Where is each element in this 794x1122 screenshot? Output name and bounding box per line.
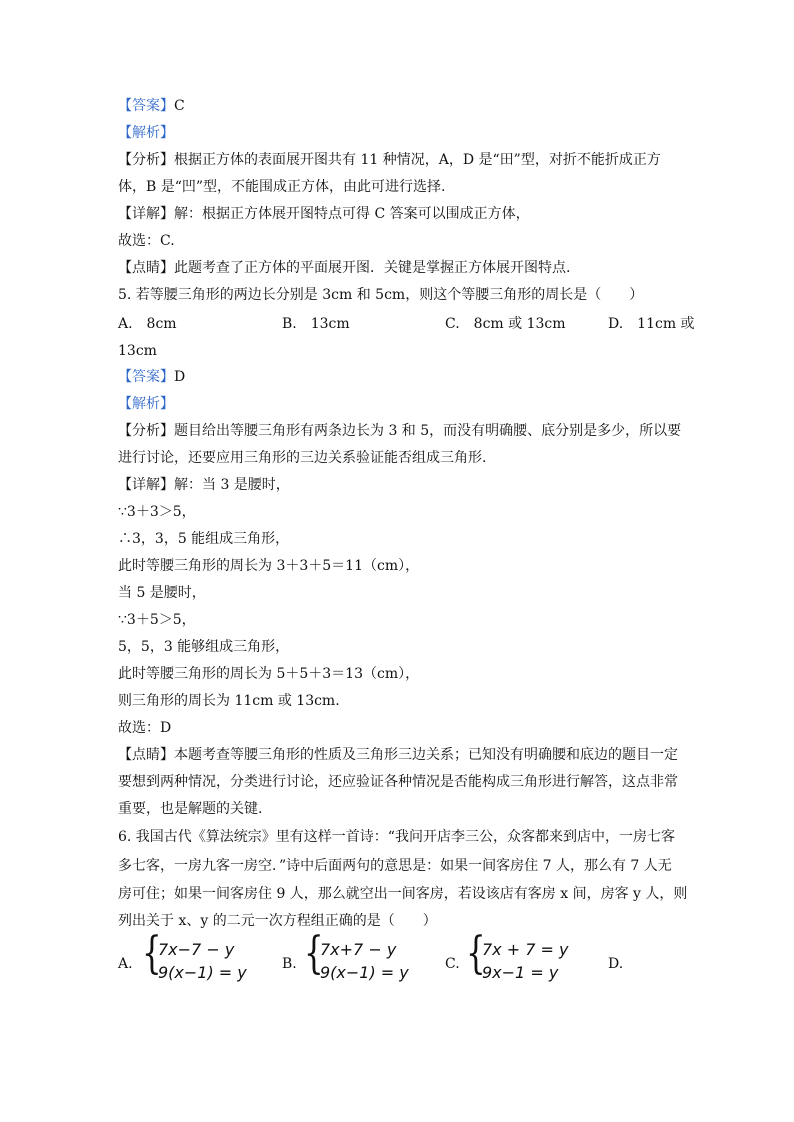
fenxi-text: 题目给出等腰三角形有两条边长为 3 和 5，而没有明确腰、底分别是多少，所以要 [174,423,682,439]
q6-stem-line2: 多七客，一房九客一房空．”诗中后面两句的意思是：如果一间客房住 7 人，那么有 7 人无 [118,858,672,874]
q5-stem: 5. 若等腰三角形的两边长分别是 3cm 和 5cm，则这个等腰三角形的周长是（ ） [118,287,644,303]
q4-dianjing-line [118,260,570,276]
analysis-tag: 【解析】 [118,396,174,412]
answer-tag: 【答案】 [118,98,174,114]
q5-fenxi-line1 [118,423,681,439]
q5-step-2: ∴3，3，5 能组成三角形， [118,531,290,547]
xiangjie-tag: 【详解】 [118,477,174,493]
answer-value: C [174,98,185,114]
q5-step-6: 5，5，3 能够组成三角形， [118,639,290,655]
xiangjie-text: 解：当 3 是腰时， [174,477,290,493]
q5-step-5: ∵3＋5＞5， [118,612,196,628]
q6-option-c-system [466,928,586,986]
q6-stem-line4: 列出关于 x、y 的二元一次方程组正确的是（ ） [118,913,437,929]
q6-option-d-label: D. [608,956,624,972]
q5-choose-line: 故选：D [118,720,172,736]
q4-fenxi-line1 [118,152,661,168]
equation-2: 9(x−1) = y [320,963,409,982]
q6-stem-line3: 房可住；如果一间客房住 9 人，那么就空出一间客房，若设该店有客房 x 间，房客 y 人，则 [118,886,688,902]
brace-icon: { [304,928,324,979]
brace-icon: { [466,928,486,979]
q6-option-b-system [304,928,424,986]
fenxi-tag: 【分析】 [118,152,174,168]
answer-value: D [174,369,186,385]
q5-analysis-heading [118,396,174,412]
q6-option-a-system [142,928,262,986]
q5-dianjing-line3: 重要，也是解题的关键. [118,801,263,817]
q5-option-a: A. 8cm [118,316,177,332]
equation-1: 7x−7 − y [158,940,235,959]
q4-choose-line: 故选：C. [118,233,175,249]
q5-option-c: C. 8cm 或 13cm [445,316,566,332]
xiangjie-text: 解：根据正方体展开图特点可得 C 答案可以围成正方体， [174,206,530,222]
dianjing-tag: 【点睛】 [118,747,174,763]
answer-tag: 【答案】 [118,369,174,385]
q5-step-8: 则三角形的周长为 11cm 或 13cm. [118,693,340,709]
equation-2: 9x−1 = y [482,963,559,982]
q6-stem-line1: 6. 我国古代《算法统宗》里有这样一首诗：“我问开店李三公，众客都来到店中，一房七客 [118,829,675,845]
q6-option-a-label: A. [118,956,133,972]
q4-analysis-heading [118,125,174,141]
dianjing-tag: 【点睛】 [118,260,174,276]
analysis-tag: 【解析】 [118,125,174,141]
q6-option-b-label: B. [282,956,297,972]
equation-1: 7x + 7 = y [482,940,569,959]
q5-xiangjie-line [118,477,290,493]
q5-dianjing-line2: 要想到两种情况，分类进行讨论，还应验证各种情况是否能构成三角形进行解答，这点非常 [118,774,678,790]
q5-option-d-continued: 13cm [118,343,157,359]
q4-xiangjie-line [118,206,530,222]
brace-icon: { [142,928,162,979]
dianjing-text: 此题考查了正方体的平面展开图．关键是掌握正方体展开图特点. [174,260,571,276]
q5-step-1: ∵3＋3＞5， [118,504,196,520]
q5-step-3: 此时等腰三角形的周长为 3＋3＋5＝11（cm）， [118,558,420,574]
q5-step-4: 当 5 是腰时， [118,585,206,601]
q5-option-d: D. 11cm 或 [608,316,695,332]
q5-step-7: 此时等腰三角形的周长为 5＋5＋3＝13（cm）， [118,666,420,682]
equation-2: 9(x−1) = y [158,963,247,982]
fenxi-text: 根据正方体的表面展开图共有 11 种情况，A，D 是“田”型，对折不能折成正方 [174,152,661,168]
equation-1: 7x+7 − y [320,940,397,959]
xiangjie-tag: 【详解】 [118,206,174,222]
q5-answer-line [118,369,185,385]
q6-option-c-label: C. [445,956,460,972]
fenxi-tag: 【分析】 [118,423,174,439]
q4-fenxi-line2: 体，B 是“凹”型，不能围成正方体，由此可进行选择. [118,179,446,195]
q4-answer-line [118,98,185,114]
dianjing-text: 本题考查等腰三角形的性质及三角形三边关系；已知没有明确腰和底边的题目一定 [174,747,678,763]
q5-dianjing-line1 [118,747,678,763]
q5-option-b: B. 13cm [282,316,350,332]
q5-fenxi-line2: 进行讨论，还要应用三角形的三边关系验证能否组成三角形. [118,450,487,466]
